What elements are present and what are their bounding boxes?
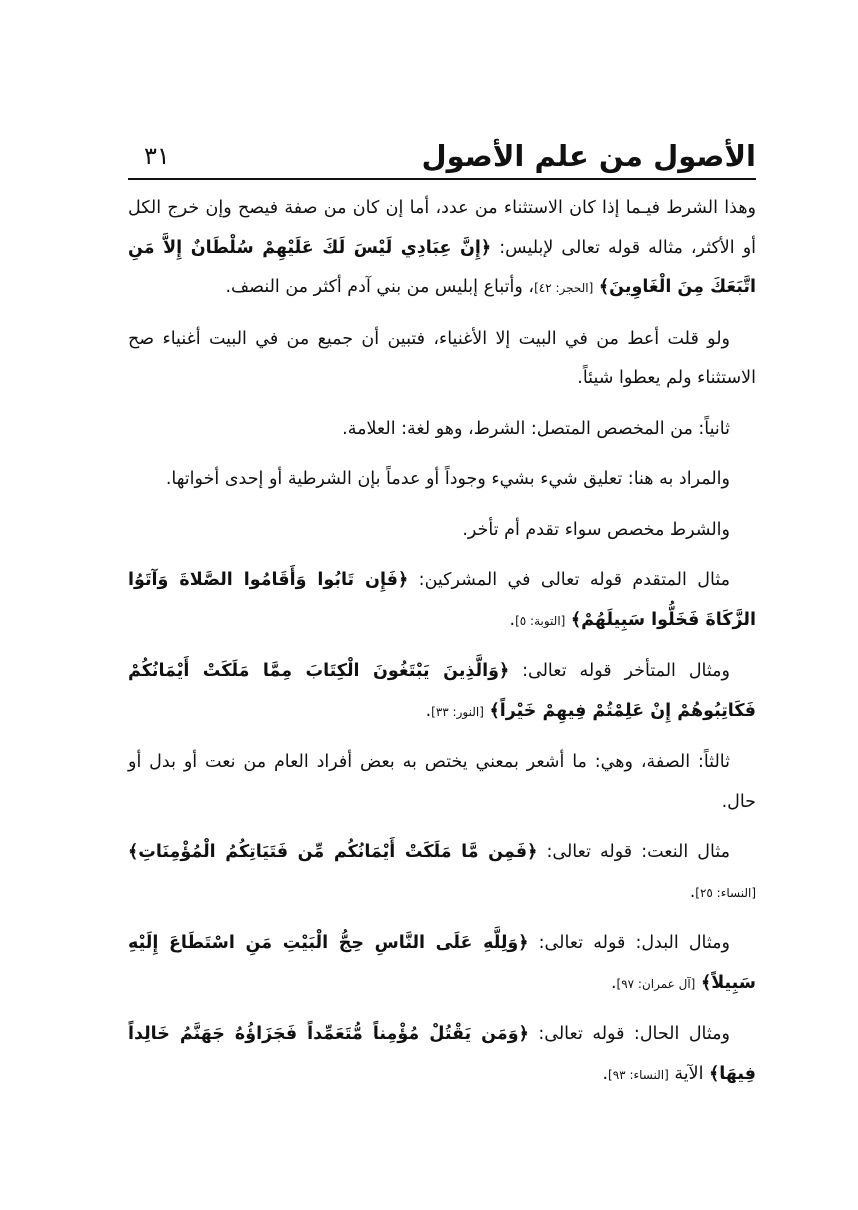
paragraph-substitute-example — [128, 924, 756, 1004]
paragraph-text: ثانياً: من المخصص المتصل: الشرط، وهو لغة: العلامة. — [342, 418, 730, 439]
paragraph-text: والشرط مخصص سواء تقدم أم تأخر. — [462, 519, 730, 540]
quran-verse: ﴿وَالَّذِينَ يَبْتَغُونَ الْكِتَابَ مِمَّا مَلَكَتْ أَيْمَانُكُمْ فَكَاتِبُوهُمْ إِنْ عَلِمْتُمْ فِيهِمْ خَيْراً﴾ — [128, 661, 756, 721]
paragraph-text: ومثال البدل: قوله تعالى: — [528, 933, 730, 953]
paragraph-condition-definition — [128, 410, 756, 450]
paragraph-text: ومثال المتأخر قوله تعالى: — [509, 661, 730, 681]
verse-reference: [الحجر: ٤٢] — [534, 281, 594, 295]
paragraph-text: ولو قلت أعط من في البيت إلا الأغنياء، فتبين أن جميع من في البيت أغنياء صح الاستثناء ولم يعطوا شيئاً. — [128, 328, 756, 388]
quran-verse: ﴿فَإِن تَابُوا وَأَقَامُوا الصَّلاةَ وَآتَوُا الزَّكَاةَ فَخَلُّوا سَبِيلَهُمْ﴾ — [128, 570, 756, 630]
running-title: الأصول من علم الأصول — [421, 139, 756, 173]
paragraph-text: . — [689, 881, 696, 902]
paragraph-state-example — [128, 1015, 756, 1095]
paragraph-condition-meaning — [128, 460, 756, 500]
paragraph-text: . — [602, 1063, 609, 1084]
paragraph-text: الآية — [668, 1063, 710, 1084]
quran-verse: ﴿وَلِلَّهِ عَلَى النَّاسِ حِجُّ الْبَيْتِ مَنِ اسْتَطَاعَ إِلَيْهِ سَبِيلاً﴾ — [128, 933, 756, 993]
verse-reference: [التوبة: ٥] — [515, 613, 566, 628]
paragraph-text: وهذا الشرط فيـما إذا كان الاستثناء من عدد، أما إن كان من صفة فيصح وإن خرج الكل أو الأكثر، مثاله قوله تعالى لإبليس: — [128, 198, 757, 258]
paragraph-preceding-example — [128, 561, 756, 641]
paragraph-text: . — [425, 700, 432, 721]
page-body — [128, 180, 756, 1095]
paragraph-adjective-example — [128, 833, 756, 913]
paragraph-text: . — [509, 609, 516, 630]
quran-verse: ﴿وَمَن يَقْتُلْ مُؤْمِناً مُّتَعَمِّداً فَجَزَاؤُهُ جَهَنَّمُ خَالِداً فِيهَا﴾ — [128, 1024, 756, 1084]
verse-reference: [النساء: ٩٣] — [608, 1067, 669, 1082]
page-number: ٣١ — [144, 142, 170, 170]
paragraph-exception-attribute — [128, 189, 756, 309]
book-page — [128, 128, 756, 1106]
paragraph-example-rich — [128, 320, 756, 399]
quran-verse: ﴿فَمِن مَّا مَلَكَتْ أَيْمَانُكُم مِّن فَتَيَاتِكُمُ الْمُؤْمِنَاتِ﴾ — [128, 842, 538, 862]
paragraph-text: والمراد به هنا: تعليق شيء بشيء وجوداً أو عدماً بإن الشرطية أو إحدى أخواتها. — [165, 469, 730, 489]
paragraph-following-example — [128, 652, 756, 732]
paragraph-text: ، وأتباع إبليس من بني آدم أكثر من النصف. — [225, 277, 535, 297]
verse-reference: [النساء: ٢٥] — [695, 885, 756, 900]
paragraph-text: ومثال الحال: قوله تعالى: — [528, 1024, 730, 1044]
verse-reference: [النور: ٣٣] — [431, 704, 484, 719]
paragraph-text: ثالثاً: الصفة، وهي: ما أشعر بمعني يختص به بعض أفراد العام من نعت أو بدل أو حال. — [128, 752, 756, 812]
paragraph-text: . — [610, 972, 617, 993]
paragraph-text: مثال النعت: قوله تعالى: — [537, 842, 731, 862]
paragraph-attribute-definition — [128, 743, 756, 822]
page-header — [128, 128, 756, 180]
paragraph-text: مثال المتقدم قوله تعالى في المشركين: — [408, 570, 730, 590]
quran-verse: ﴿إِنَّ عِبَادِي لَيْسَ لَكَ عَلَيْهِمْ سُلْطَانٌ إِلاَّ مَنِ اتَّبَعَكَ مِنَ الْغَاوِينَ﴾ — [128, 237, 756, 297]
paragraph-condition-order — [128, 511, 756, 551]
verse-reference: [آل عمران: ٩٧] — [616, 976, 696, 991]
